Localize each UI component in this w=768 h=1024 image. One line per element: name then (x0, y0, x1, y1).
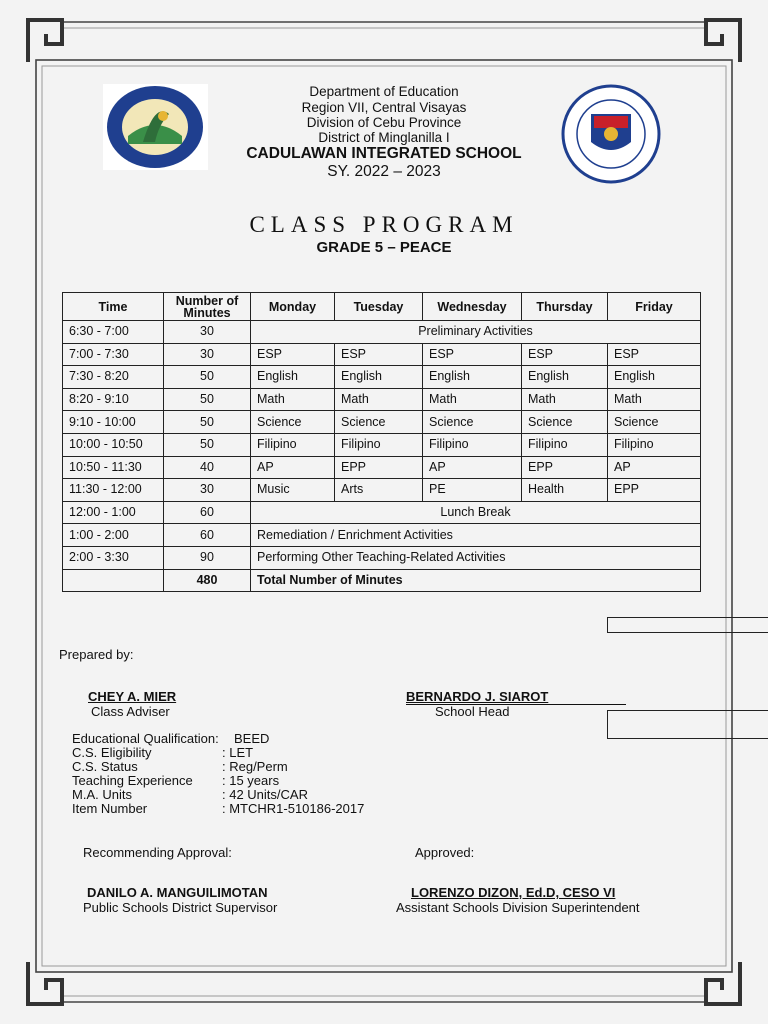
time-cell: 11:30 - 12:00 (63, 479, 164, 502)
table-row (63, 456, 701, 479)
superintendent-role: Assistant Schools Division Superintendent (396, 900, 640, 915)
subject-cell: ESP (608, 343, 701, 366)
table-row (63, 411, 701, 434)
activity-cell: Performing Other Teaching-Related Activities (251, 546, 701, 569)
table-row (63, 479, 701, 502)
column-header: Monday (251, 293, 335, 321)
minutes-cell: 30 (164, 343, 251, 366)
document-title: CLASS PROGRAM (249, 212, 519, 237)
subject-cell: EPP (522, 456, 608, 479)
time-cell: 2:00 - 3:30 (63, 546, 164, 569)
subject-cell: AP (251, 456, 335, 479)
table-row (63, 524, 701, 547)
school-name: CADULAWAN INTEGRATED SCHOOL (246, 145, 522, 162)
minutes-cell: 90 (164, 546, 251, 569)
subject-cell: Music (251, 479, 335, 502)
grade-section: GRADE 5 – PEACE (316, 239, 452, 256)
time-cell: 10:00 - 10:50 (63, 433, 164, 456)
minutes-cell: 40 (164, 456, 251, 479)
class-schedule-table (62, 292, 701, 592)
table-row (63, 501, 701, 524)
subject-cell: Math (608, 388, 701, 411)
region-line: Region VII, Central Visayas (301, 100, 467, 115)
subject-cell: English (335, 366, 423, 389)
qualification-value: : LET (222, 744, 254, 760)
qualification-label: M.A. Units (72, 786, 132, 802)
head-role: School Head (435, 704, 510, 719)
minutes-cell: 50 (164, 411, 251, 434)
subject-cell: Filipino (251, 433, 335, 456)
subject-cell: Filipino (608, 433, 701, 456)
school-year: SY. 2022 – 2023 (327, 163, 441, 180)
approved-label: Approved: (415, 845, 475, 860)
division-line: Division of Cebu Province (306, 115, 462, 130)
table-row (63, 569, 701, 592)
qualification-label: Item Number (72, 800, 148, 816)
time-cell: 7:00 - 7:30 (63, 343, 164, 366)
subject-cell: Math (335, 388, 423, 411)
recommending-label: Recommending Approval: (83, 845, 232, 860)
blank-box (607, 710, 768, 739)
subject-cell: Math (423, 388, 522, 411)
activity-cell: Lunch Break (251, 501, 701, 524)
blank-box (607, 617, 768, 633)
table-row (63, 546, 701, 569)
column-header: Time (63, 293, 164, 321)
time-cell: 6:30 - 7:00 (63, 321, 164, 344)
qualification-value: : MTCHR1-510186-2017 (222, 800, 365, 816)
time-cell (63, 569, 164, 592)
time-cell: 7:30 - 8:20 (63, 366, 164, 389)
subject-cell: English (251, 366, 335, 389)
minutes-cell: 50 (164, 366, 251, 389)
column-header: Thursday (522, 293, 608, 321)
subject-cell: EPP (335, 456, 423, 479)
qualification-value: BEED (234, 731, 270, 746)
time-cell: 8:20 - 9:10 (63, 388, 164, 411)
subject-cell: AP (423, 456, 522, 479)
table-row (63, 366, 701, 389)
subject-cell: AP (608, 456, 701, 479)
time-cell: 12:00 - 1:00 (63, 501, 164, 524)
head-name: BERNARDO J. SIAROT (406, 689, 626, 705)
subject-cell: Filipino (335, 433, 423, 456)
subject-cell: Science (251, 411, 335, 434)
subject-cell: Science (335, 411, 423, 434)
column-header: Number of Minutes (164, 293, 251, 321)
table-row (63, 321, 701, 344)
minutes-cell: 50 (164, 433, 251, 456)
subject-cell: Filipino (423, 433, 522, 456)
subject-cell: ESP (335, 343, 423, 366)
subject-cell: Filipino (522, 433, 608, 456)
minutes-cell: 60 (164, 501, 251, 524)
qualification-label: C.S. Eligibility (72, 744, 152, 760)
qualification-value: : 42 Units/CAR (222, 786, 308, 802)
district-line: District of Minglanilla I (318, 130, 450, 145)
subject-cell: Health (522, 479, 608, 502)
subject-cell: ESP (251, 343, 335, 366)
qualification-label: C.S. Status (72, 758, 138, 774)
adviser-name: CHEY A. MIER (88, 689, 177, 704)
qualification-value: : Reg/Perm (222, 758, 288, 774)
table-row (63, 343, 701, 366)
subject-cell: English (423, 366, 522, 389)
subject-cell: Arts (335, 479, 423, 502)
minutes-cell: 50 (164, 388, 251, 411)
supervisor-name: DANILO A. MANGUILIMOTAN (87, 885, 268, 900)
minutes-cell: 30 (164, 479, 251, 502)
dept-line: Department of Education (309, 84, 459, 99)
activity-cell: Preliminary Activities (251, 321, 701, 344)
minutes-cell: 30 (164, 321, 251, 344)
adviser-role: Class Adviser (91, 704, 170, 719)
qualification-value: : 15 years (222, 772, 280, 788)
table-row (63, 433, 701, 456)
subject-cell: Science (522, 411, 608, 434)
supervisor-role: Public Schools District Supervisor (83, 900, 278, 915)
subject-cell: Science (608, 411, 701, 434)
time-cell: 10:50 - 11:30 (63, 456, 164, 479)
superintendent-name: LORENZO DIZON, Ed.D, CESO VI (411, 885, 616, 900)
activity-cell: Remediation / Enrichment Activities (251, 524, 701, 547)
minutes-cell: 480 (164, 569, 251, 592)
subject-cell: Science (423, 411, 522, 434)
qualification-label: Educational Qualification: (72, 731, 219, 746)
time-cell: 9:10 - 10:00 (63, 411, 164, 434)
subject-cell: English (608, 366, 701, 389)
subject-cell: ESP (423, 343, 522, 366)
column-header: Tuesday (335, 293, 423, 321)
minutes-cell: 60 (164, 524, 251, 547)
subject-cell: Math (522, 388, 608, 411)
subject-cell: English (522, 366, 608, 389)
time-cell: 1:00 - 2:00 (63, 524, 164, 547)
activity-cell: Total Number of Minutes (251, 569, 701, 592)
subject-cell: Math (251, 388, 335, 411)
table-row (63, 388, 701, 411)
qualification-label: Teaching Experience (72, 772, 193, 788)
subject-cell: EPP (608, 479, 701, 502)
subject-cell: PE (423, 479, 522, 502)
column-header: Wednesday (423, 293, 522, 321)
column-header: Friday (608, 293, 701, 321)
subject-cell: ESP (522, 343, 608, 366)
prepared-by-label: Prepared by: (59, 647, 134, 662)
